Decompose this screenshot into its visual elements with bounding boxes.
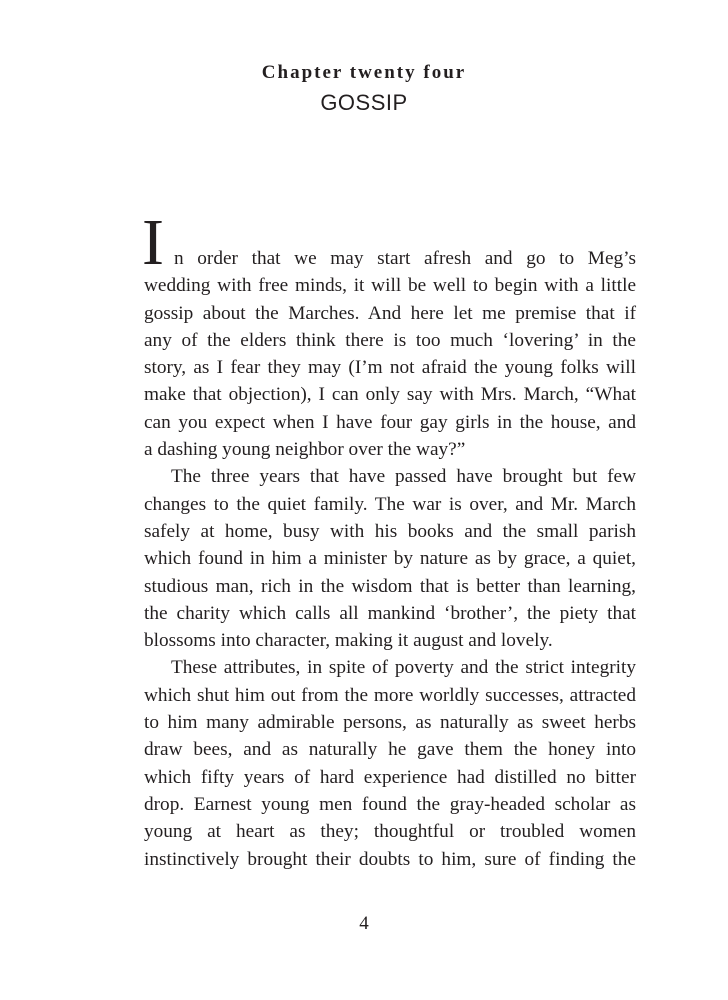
first-line (142, 206, 636, 279)
chapter-title: GOSSIP (320, 90, 408, 115)
paragraph-line: the charity which calls all mankind ‘brother’, the piety that (144, 602, 636, 624)
body-text (142, 206, 636, 873)
paragraph-line: any of the elders think there is too much ‘lovering’ in the (144, 329, 636, 351)
paragraph-line: wedding with free minds, it will be well to begin with a little (144, 275, 636, 297)
paragraph-line: safely at home, busy with his books and the small parish (144, 520, 636, 542)
chapter-label: Chapter twenty four (261, 62, 467, 83)
paragraph-line: can you expect when I have four gay girls in the house, and (144, 411, 636, 433)
paragraph-line: which fifty years of hard experience had distilled no bitter (144, 766, 636, 788)
paragraph-2 (144, 463, 636, 654)
paragraph-line: draw bees, and as naturally he gave them the honey into (144, 739, 636, 761)
drop-cap: I (142, 206, 164, 279)
paragraph-line: gossip about the Marches. And here let me premise that if (144, 302, 636, 324)
page-number: 4 (359, 913, 369, 934)
paragraph-line: make that objection), I can only say with Mrs. March, “What (144, 384, 636, 406)
paragraph-line: young at heart as they; thoughtful or troubled women (144, 821, 636, 843)
paragraph-1 (142, 206, 636, 463)
paragraph-line: story, as I fear they may (I’m not afraid the young folks will (144, 357, 636, 379)
paragraph-3 (144, 654, 636, 872)
paragraph-line: which shut him out from the more worldly successes, attracted (144, 684, 636, 706)
paragraph-line: instinctively brought their doubts to him, sure of finding the (144, 848, 636, 870)
paragraph-line: studious man, rich in the wisdom that is better than learning, (144, 575, 636, 597)
paragraph-line: The three years that have passed have brought but few (171, 466, 636, 488)
paragraph-line: which found in him a minister by nature as by grace, a quiet, (144, 548, 636, 570)
paragraph-line: These attributes, in spite of poverty and the strict integrity (171, 657, 636, 679)
paragraph-line: n order that we may start afresh and go to Meg’s (174, 248, 636, 269)
paragraph-line: changes to the quiet family. The war is over, and Mr. March (144, 493, 636, 515)
paragraph-line: a dashing young neighbor over the way?” (144, 439, 466, 461)
paragraph-line: drop. Earnest young men found the gray-headed scholar as (144, 793, 636, 815)
paragraph-line: blossoms into character, making it august and lovely. (144, 630, 553, 652)
paragraph-line: to him many admirable persons, as naturally as sweet herbs (144, 712, 636, 734)
